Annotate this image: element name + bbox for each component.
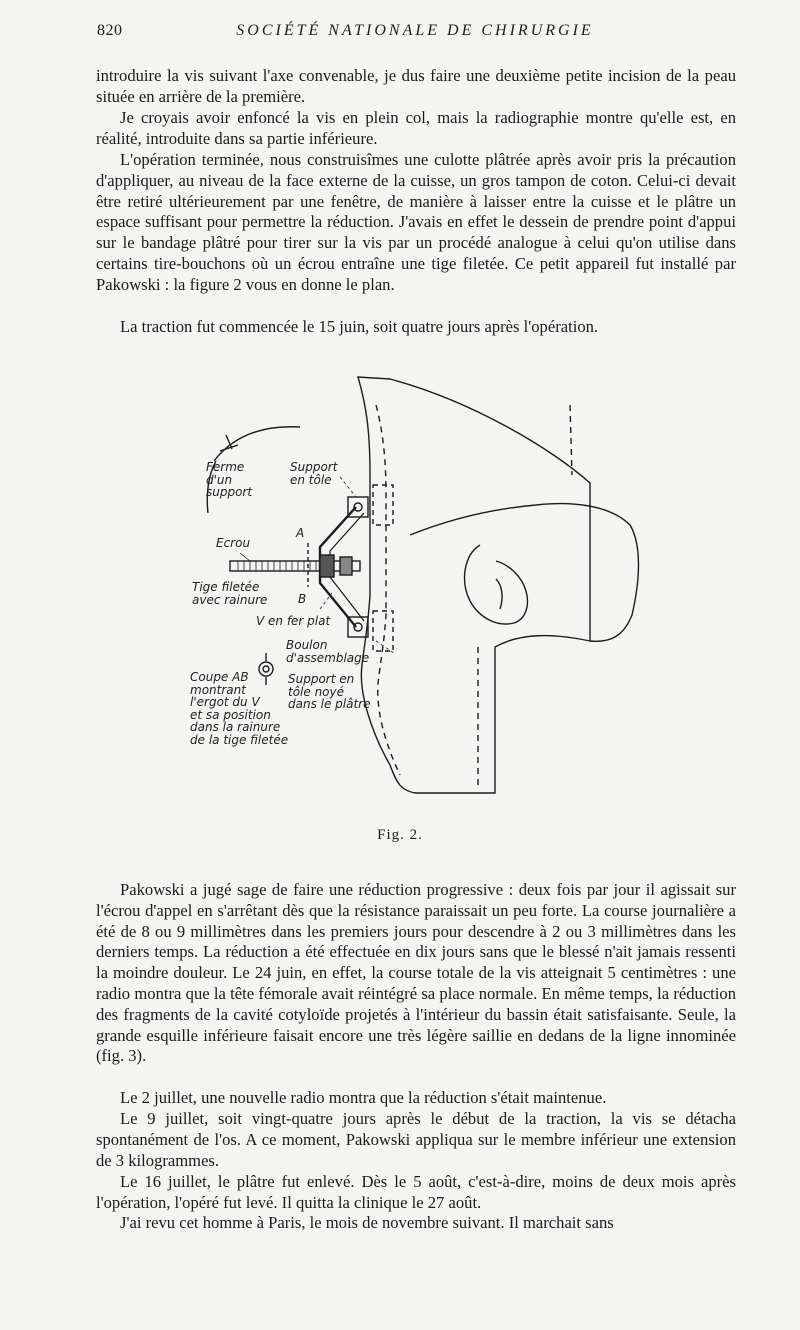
paragraph: L'opération terminée, nous construisîmes une culotte plâtrée après avoir pris la précaution d'appliquer, au niveau de la face externe de la cuisse, un gros tampon de coton. Celui-ci devait être retiré ultérieurement par une fenêtre, de manière à laisser entre la cuisse et le plâtre un espace suffisant pour permettre la réduction. J'avais en effet le dessein de prendre point d'appui sur le bandage plâtré pour tirer sur la vis par un procédé analogue à celui qu'on utilise dans certains tire-bouchons où un écrou entraîne une tige filetée. Ce petit appareil fut installé par Pakowski : la figure 2 vous en donne le plan.: [96, 150, 736, 294]
label-support-noye: Support en tôle noyé dans le plâtre: [288, 672, 371, 711]
thigh-outline: [410, 504, 639, 642]
figure-caption: Fig. 2.: [377, 827, 423, 843]
leader-line: [240, 553, 250, 561]
running-head: SOCIÉTÉ NATIONALE DE CHIRURGIE: [236, 22, 594, 39]
label-v-fer-plat: V en fer plat: [256, 614, 331, 628]
cast-window-upper: [373, 485, 393, 525]
cast-inner-line: [570, 405, 572, 475]
paragraph: Le 16 juillet, le plâtre fut enlevé. Dès le 5 août, c'est-à-dire, moins de deux mois après l'opération, l'opéré fut levé. Il quitta la clinique le 27 août.: [96, 1172, 736, 1212]
page-header: [0, 22, 800, 46]
label-point-a: A: [296, 526, 305, 540]
page-number: 820: [97, 22, 123, 39]
knee-outline: [465, 545, 528, 624]
paragraph: Le 9 juillet, soit vingt-quatre jours après le début de la traction, la vis se détacha spontanément de l'os. A ce moment, Pakowski appliqua sur le membre inférieur une extension de 3 kilogrammes.: [96, 1109, 736, 1170]
label-boulon: Boulon d'assemblage: [286, 638, 370, 665]
paragraph: Le 2 juillet, une nouvelle radio montra que la réduction s'était maintenue.: [120, 1088, 607, 1107]
label-coupe-ab: Coupe AB montrant l'ergot du V et sa position dans la rainure de la tige filetée: [190, 670, 289, 747]
label-support-tole: Support en tôle: [290, 460, 338, 487]
paragraph: J'ai revu cet homme à Paris, le mois de novembre suivant. Il marchait sans: [120, 1213, 614, 1232]
figure-2-illustration: [180, 365, 640, 825]
support-arc-tick: [220, 435, 238, 451]
nut: [320, 555, 334, 577]
cast-outline: [358, 377, 590, 793]
paragraph: Pakowski a jugé sage de faire une réduction progressive : deux fois par jour il agissait sur l'écrou d'appel en s'arrêtant dès que la résistance paraissait un peu forte. La course journalière a été de 8 ou 9 millimètres dans les premiers jours pour descendre à 2 ou 3 millimètres dans les derniers temps. La réduction a été effectuée en dix jours sans que le blessé n'ait jamais ressenti la moindre douleur. Le 24 juin, en effet, la course totale de la vis atteignait 5 centimètres : une radio montra que la tête fémorale avait réintégré sa place normale. En même temps, la réduction des fragments de la cavité cotyloïde projetés à l'intérieur du bassin était satisfaisante. Seule, la grande esquille inférieure faisait encore une très légère saillie en dedans de la ligne innominée (fig. 3).: [96, 880, 736, 1066]
paragraph-continued: introduire la vis suivant l'axe convenable, je dus faire une deuxième petite incision de la peau située en arrière de la première.: [96, 66, 736, 106]
label-ecrou: Ecrou: [216, 536, 251, 550]
knee-fold: [496, 579, 502, 609]
label-point-b: B: [298, 592, 307, 606]
label-ferme-support: Ferme d'un support: [206, 460, 253, 499]
leader-line: [340, 477, 356, 497]
nut: [340, 557, 352, 575]
cast-inner-line: [376, 405, 400, 775]
support-arc: [214, 427, 300, 461]
rod-threads: [238, 561, 316, 571]
label-tige-filetee: Tige filetée avec rainure: [192, 580, 268, 607]
paragraph: Je croyais avoir enfoncé la vis en plein col, mais la radiographie montre qu'elle est, en réalité, introduite dans sa partie inférieure.: [96, 108, 736, 148]
paragraph: La traction fut commencée le 15 juin, soit quatre jours après l'opération.: [120, 317, 599, 336]
cast-window-lower: [373, 611, 393, 651]
